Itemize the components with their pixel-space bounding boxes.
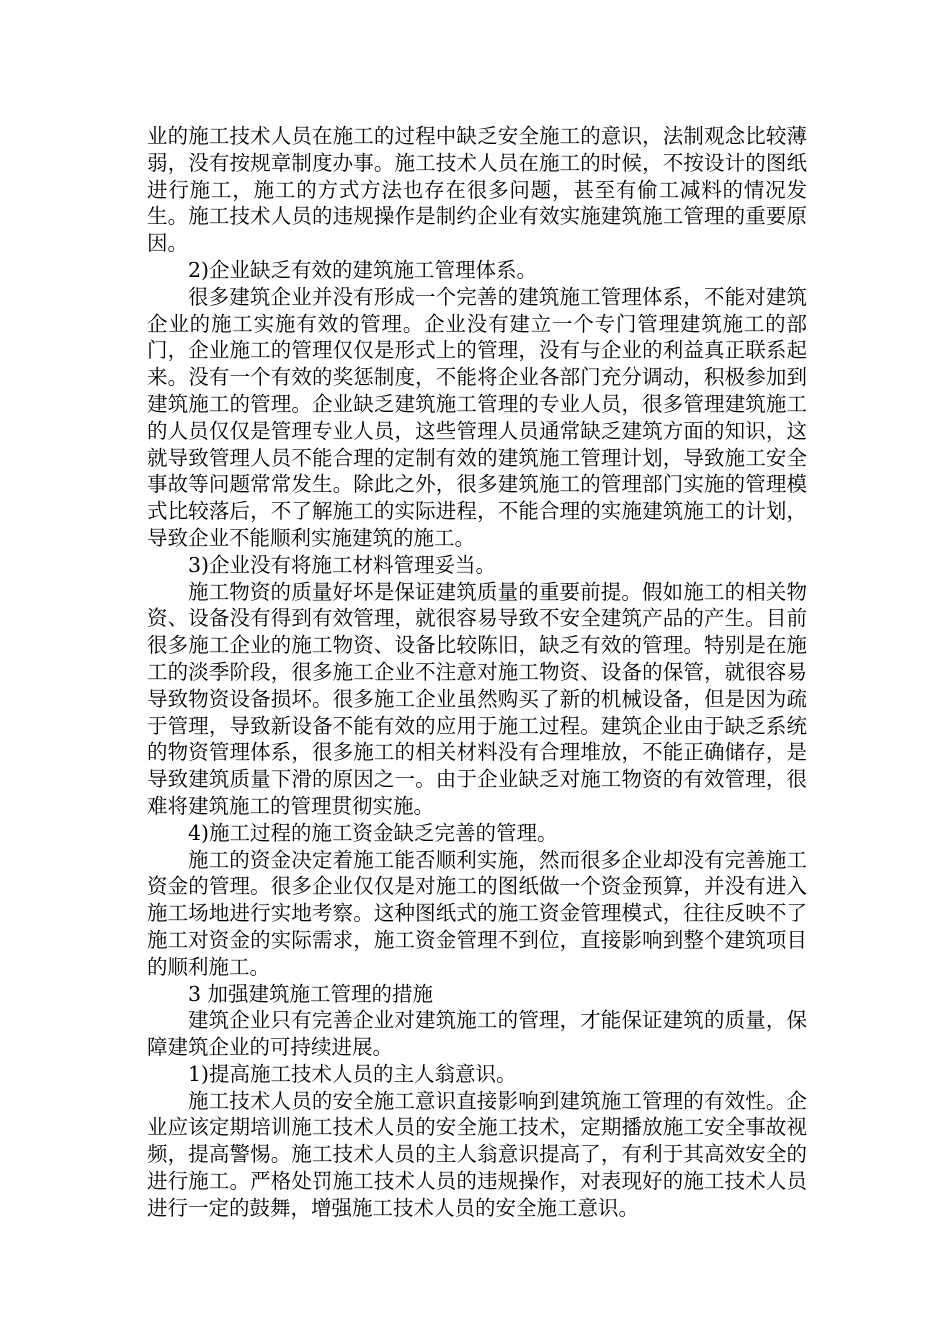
paragraph-2: 很多建筑企业并没有形成一个完善的建筑施工管理体系，不能对建筑企业的施工实施有效的管理。企业没有建立一个专门管理建筑施工的部门，企业施工的管理仅仅是形式上的管理，没有与企业的利益真正联系起来。没有一个有效的奖惩制度，不能将企业各部门充分调动，积极参加到建筑施工的管理。企业缺乏建筑施工管理的专业人员，很多管理建筑施工的人员仅仅是管理专业人员，这些管理人员通常缺乏建筑方面的知识，这就导致管理人员不能合理的定制有效的建筑施工管理计划，导致施工安全事故等问题常常发生。除此之外，很多建筑施工的管理部门实施的管理模式比较落后，不了解施工的实际进程，不能合理的实施建筑施工的计划，导致企业不能顺利实施建筑的施工。: [147, 284, 807, 550]
paragraph-4: 施工的资金决定着施工能否顺利实施，然而很多企业却没有完善施工资金的管理。很多企业仅仅是对施工的图纸做一个资金预算，并没有进入施工场地进行实地考察。这种图纸式的施工资金管理模式，往往反映不了施工对资金的实际需求，施工资金管理不到位，直接影响到整个建筑项目的顺利施工。: [147, 847, 807, 979]
paragraph-5: 建筑企业只有完善企业对建筑施工的管理，才能保证建筑的质量，保障建筑企业的可持续进展。: [147, 1008, 807, 1060]
paragraph-1: 业的施工技术人员在施工的过程中缺乏安全施工的意识，法制观念比较薄弱，没有按规章制度办事。施工技术人员在施工的时候，不按设计的图纸进行施工，施工的方式方法也存在很多问题，甚至有偷工减料的情况发生。施工技术人员的违规操作是制约企业有效实施建筑施工管理的重要原因。: [147, 124, 807, 256]
paragraph-6: 施工技术人员的安全施工意识直接影响到建筑施工管理的有效性。企业应该定期培训施工技术人员的安全施工技术，定期播放施工安全事故视频，提高警惕。施工技术人员的主人翁意识提高了，有利于其高效安全的进行施工。严格处罚施工技术人员的违规操作，对表现好的施工技术人员进行一定的鼓舞，增强施工技术人员的安全施工意识。: [147, 1088, 807, 1220]
paragraph-3: 施工物资的质量好坏是保证建筑质量的重要前提。假如施工的相关物资、设备没有得到有效管理，就很容易导致不安全建筑产品的产生。目前很多施工企业的施工物资、设备比较陈旧，缺乏有效的管理。特别是在施工的淡季阶段，很多施工企业不注意对施工物资、设备的保管，就很容易导致物资设备损坏。很多施工企业虽然购买了新的机械设备，但是因为疏于管理，导致新设备不能有效的应用于施工过程。建筑企业由于缺乏系统的物资管理体系，很多施工的相关材料没有合理堆放，不能正确储存，是导致建筑质量下滑的原因之一。由于企业缺乏对施工物资的有效管理，很难将建筑施工的管理贯彻实施。: [147, 579, 807, 818]
chapter-heading-3: 3 加强建筑施工管理的措施: [188, 981, 434, 1006]
section-heading-3: 3)企业没有将施工材料管理妥当。: [188, 552, 497, 577]
section-heading-4: 4)施工过程的施工资金缺乏完善的管理。: [188, 820, 558, 845]
section-heading-2: 2)企业缺乏有效的建筑施工管理体系。: [188, 257, 538, 282]
section-heading-1: 1)提高施工技术人员的主人翁意识。: [188, 1061, 517, 1086]
document-body: [147, 123, 807, 1222]
